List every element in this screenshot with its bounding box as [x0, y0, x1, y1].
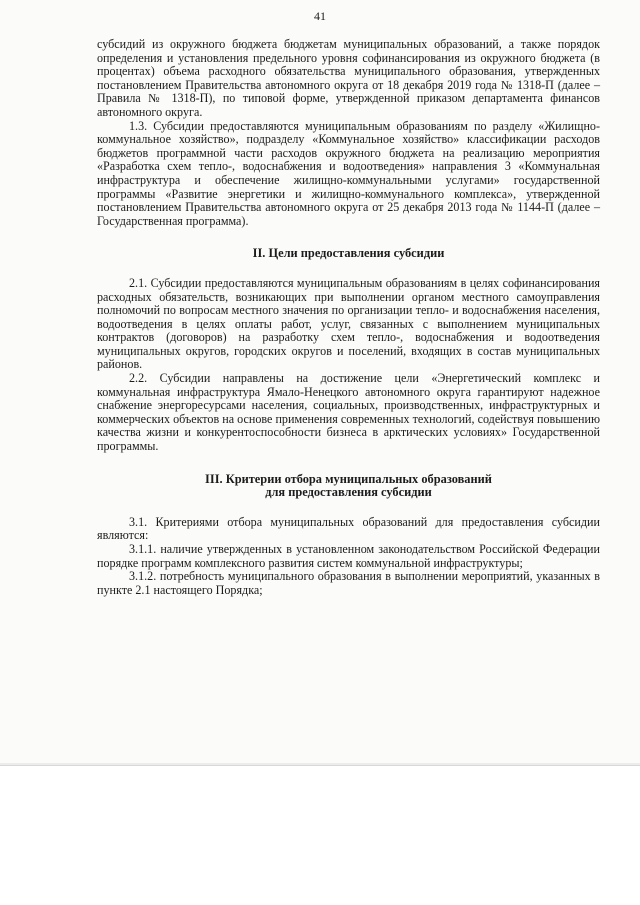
paragraph-3-1-2: 3.1.2. потребность муниципального образования в выполнении мероприятий, указанных в пункте 2.1 настоящего Порядка;	[97, 569, 600, 597]
paragraph-2-2: 2.2. Субсидии направлены на достижение цели «Энергетический комплекс и коммунальная инфраструктура Ямало-Ненецкого автономного округа гарантируют надежное снабжение энергоресурсами населения, социальных, производственных, инфраструктурных и коммерческих объектов на основе применения современных технологий, содействуя повышению качества жизни и конкурентоспособности бизнеса в арктических условиях» Государственной программы.	[97, 371, 600, 454]
paragraph-intro: субсидий из окружного бюджета бюджетам муниципальных образований, а также порядок определения и установления предельного уровня софинансирования из окружного бюджета (в процентах) объема расходного обязательства муниципального образования, утвержденных постановлением Правительства автономного округа от 18 декабря 2019 года № 1318-П (далее – Правила № 1318-П), по типовой форме, утвержденной приказом департамента финансов автономного округа.	[97, 37, 600, 119]
section-3-heading-line-1: III. Критерии отбора муниципальных образований	[205, 471, 492, 486]
page-number: 41	[314, 9, 326, 23]
section-3-heading-line-2: для предоставления субсидии	[265, 485, 432, 500]
paragraph-3-1-1: 3.1.1. наличие утвержденных в установленном законодательством Российской Федерации порядке программ комплексного развития систем коммунальной инфраструктуры;	[97, 542, 600, 570]
document-body	[97, 38, 600, 597]
spacer	[97, 500, 600, 516]
spacer	[97, 261, 600, 277]
paragraph-2-1: 2.1. Субсидии предоставляются муниципальным образованиям в целях софинансирования расходных обязательств, возникающих при выполнении органом местного самоуправления полномочий по вопросам местного значения по организации тепло- и водоснабжения населения, водоотведения в целях оплаты работ, услуг, связанных с выполнением муниципальных контрактов (договоров) на разработку схем тепло-, водоснабжения и водоотведения муниципальных округов, городских округов и поселений, входящих в состав муниципальных районов.	[97, 275, 600, 372]
paragraph-1-3: 1.3. Субсидии предоставляются муниципальным образованиям по разделу «Жилищно-коммунальное хозяйство», подразделу «Коммунальное хозяйство» классификации расходов бюджетов программной части расходов окружного бюджета на реализацию мероприятия «Разработка схем тепло-, водоснабжения и водоотведения» направления 3 «Коммунальная инфраструктура и обеспечение жилищно-коммунальными услугами» государственной программы «Развитие энергетики и жилищно-коммунального комплекса», утвержденной постановлением Правительства автономного округа от 25 декабря 2013 года № 1144-П (далее – Государственная программа).	[97, 118, 600, 228]
spacer	[97, 228, 600, 247]
section-2-heading: II. Цели предоставления субсидии	[252, 246, 445, 261]
paragraph-3-1: 3.1. Критериями отбора муниципальных образований для предоставления субсидии являются:	[97, 514, 600, 543]
spacer	[97, 454, 600, 473]
